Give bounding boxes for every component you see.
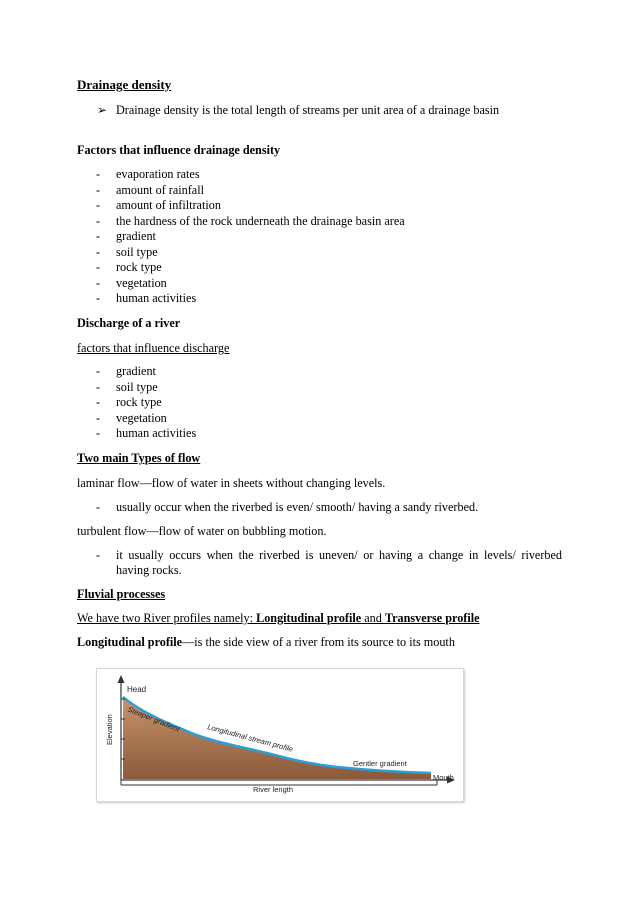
arrow-bullet-icon: ➢ xyxy=(97,103,108,117)
discharge-heading: Discharge of a river xyxy=(77,316,181,330)
factors-heading: Factors that influence drainage density xyxy=(77,143,281,157)
elevation-label: Elevation xyxy=(105,714,114,745)
document-page: Drainage density ➢ Drainage density is the total length of streams per unit area of a drainage basin Factors that influence drainage density - evaporation rates - amount of rainfall - amount of infiltration - the hardness of the rock underneath the drainage basin area - gradient - soil type - rock type - vegetation - human activities Discharge of a river factors that influence discharge - gradient - soil type - rock type - vegetation - human activities Two main Types of flow laminar flow—flow of water in sheets without changing levels. - usually occur when the riverbed is even/ smooth/ having a sandy riverbed. turbulent flow—flow of water on bubbling motion. - it usually occurs when the riverbed is uneven/ or having a change in levels/ riverbed having rocks. Fluvial processes We have two River profiles namely: Longitudinal profile and Transverse profile Longitudinal profile—is the side view of a river from its source to its mouth Head Steeper gradient Longitudinal stream profile Gentler gradient Mouth Elevation River length xyxy=(0,0,638,902)
head-label: Head xyxy=(127,685,147,694)
longitudinal-definition: Longitudinal profile—is the side view of a river from its source to its mouth xyxy=(77,635,455,649)
steeper-gradient-label: Steeper gradient xyxy=(126,704,182,734)
drainage-density-heading: Drainage density xyxy=(77,77,172,92)
river-length-label: River length xyxy=(253,785,294,794)
river-profiles-line: We have two River profiles namely: Longitudinal profile and Transverse profile xyxy=(77,611,480,625)
drainage-density-definition: Drainage density is the total length of streams per unit area of a drainage basin xyxy=(116,103,500,117)
longitudinal-profile-diagram xyxy=(96,668,464,802)
discharge-subheading: factors that influence discharge xyxy=(77,341,230,355)
fluvial-heading: Fluvial processes xyxy=(77,587,166,601)
turbulent-flow-text: turbulent flow—flow of water on bubbling motion. xyxy=(77,524,327,538)
stream-profile-label: Longitudinal stream profile xyxy=(206,722,294,754)
mouth-label: Mouth xyxy=(433,773,454,782)
list-item: - it usually occurs when the riverbed is uneven/ or having a change in levels/ riverbed having rocks. xyxy=(96,548,562,577)
profile-diagram-svg xyxy=(97,669,463,801)
laminar-flow-text: laminar flow—flow of water in sheets without changing levels. xyxy=(77,476,386,490)
y-axis-arrow-icon xyxy=(118,675,125,683)
flow-heading: Two main Types of flow xyxy=(77,451,201,465)
gentler-gradient-label: Gentler gradient xyxy=(353,759,407,768)
